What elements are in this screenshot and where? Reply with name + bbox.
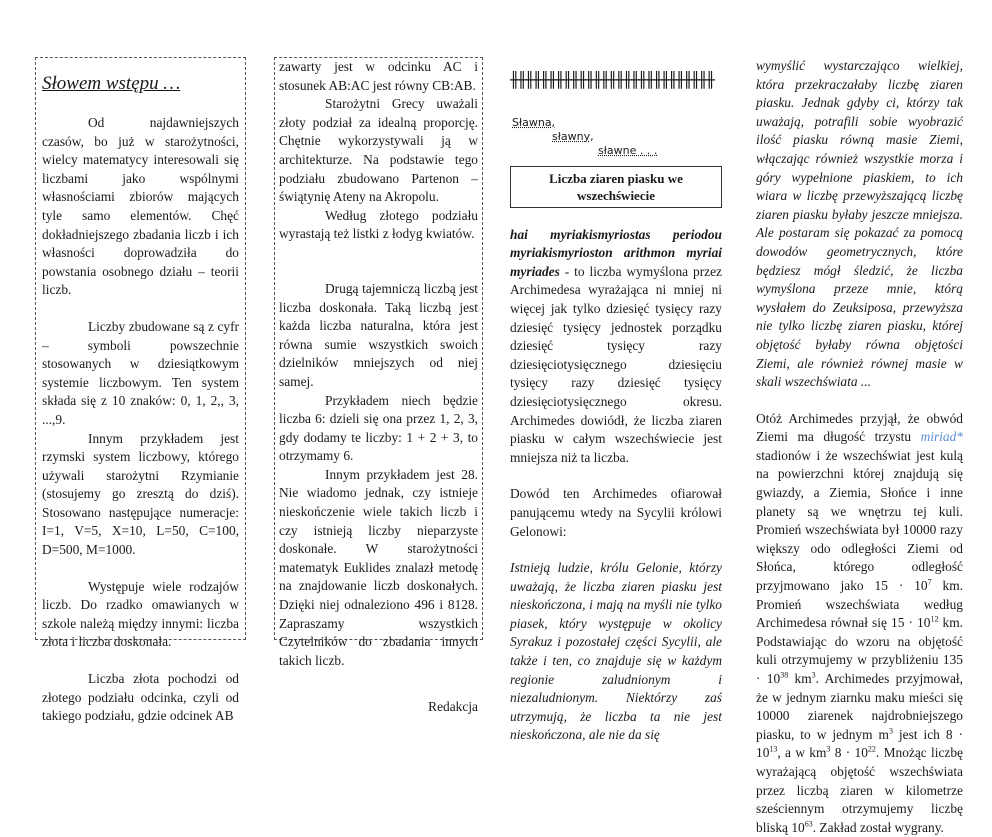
intro-paragraph-1: Od najdawniejszych czasów, bo już w starożytności, wielcy matematycy interesowali się liczbami jako wspólnymi własnościami zbiorów mających tyle samo elementów. Chęć dokładniejszego zbadania liczb i ich własności doprowadziła do powstania osobnego działu – teorii liczb. [42, 115, 239, 298]
sand-article-continued-column [752, 57, 967, 837]
decorative-border: ╫╫╫╫╫╫╫╫╫╫╫╫╫╫╫╫╫╫╫╫╫╫╫╫╫╫╫ [510, 71, 714, 89]
golden-ratio-paragraph: zawarty jest w odcinku AC i stosunek AB:AC jest równy CB:AB. [279, 59, 478, 93]
greeks-paragraph: Starożytni Grecy uważali złoty podział za idealną proporcję. Chętnie wykorzystywali ją w architekturze. Na podstawie tego podziału zbudowano Partenon – świątynię Ateny na Akropolu. [279, 96, 478, 205]
handwritten-line-3: sławne . . . [598, 143, 658, 157]
intro-paragraph-5: Liczba złota pochodzi od złotego podziału odcinka, czyli od takiego podziału, gdzie odcinek AB [42, 671, 239, 724]
archimedes-quote-part-1: Istnieją ludzie, królu Gelonie, którzy uważają, że liczba ziaren piasku jest nieskończona, i mają na myśli nie tylko piasek, który występuje w okolicy Syrakuz i pozostałej części Sycylii, ale także i ten, co znajduje się w każdym regionie zaludnionym i niezaludnionym. Niektórzy zaś utrzymują, że liczba ta nie jest nieskończona, ale nie da się [510, 560, 722, 743]
intro-continued-column [274, 57, 483, 715]
greek-number-name: hai myriakismyriostas periodou myriakismyrioston arithmon myriai myriades [510, 226, 722, 279]
calculation-paragraph: Otóż Archimedes przyjął, że obwód Ziemi ma długość trzystu miriad* stadionów i że wszechświat jest kulą na powierzchni której znajdują się gwiazdy, a Ziemia, Słońce i inne planety są we wnętrzu tej kuli. Promień wszechświata był 10000 razy większy odo odległości Ziemi od Słońca, którego odległość przyjmowano jako $15 \cdot 10^7$ km. Promień wszechświata według Archimedesa równał się $15 \cdot 10^{12}$ km. Podstawiając do wzoru na objętość kuli otrzymujemy w przybliżeniu $135 \cdot 10^{38}$ $km^3$. Archimedes przyjmował, że w jednym ziarnku maku mieści się 10000 ziarenek najdrobniejszego piasku, to w jednym $m^3$ jest ich $8 \cdot 10^{13}$, a w $km^3$ $8 \cdot 10^{22}$. Mnożąc liczbę wyrażającą objętość wszechświata przez liczbą ziaren w kilometrze sześciennym otrzymujemy liczbę bliską $10^{63}$. Zakład został wygrany. [756, 410, 963, 835]
miriad-link: miriad* [920, 429, 963, 445]
handwritten-line-1: Sławna, [512, 115, 556, 129]
archimedes-quote-part-2: wymyślić wystarczająco wielkiej, która przekraczałaby liczbę ziaren piasku. Jednak gdyby ci, którzy tak uważają, potrafili sobie wyobrazić ilość piasku równą masie Ziemi, włączając również wszystkie morza i góry wypełnione piaskiem, to ich wiara w liczbę przewyższającą liczbę ziaren piasku byłaby jeszcze mniejsza. Ale postaram się pokazać za pomocą dowodów geometrycznych, które będziesz mógł śledzić, że liczba wymyślona przeze mnie, którą wysłałem do Zeuksiposa, przewyższa nie tylko liczbę ziaren piasku, której objętość byłaby równa objętości Ziemi, ale również równej masie w skali wszechświata ... [756, 58, 963, 390]
sand-article-column [506, 57, 726, 745]
signature: Redakcja [428, 699, 478, 715]
intro-column [35, 57, 246, 724]
intro-paragraph-3: Innym przykładem jest rzymski system liczbowy, którego używali starożytni Rzymianie (stosujemy go zresztą do dziś). Stosowano następujące numeracje: I=1, V=5, X=10, L=50, C=100, D=500, M=1000. [42, 430, 239, 558]
gelon-paragraph: Dowód ten Archimedes ofiarował panującemu wtedy na Sycylii królowi Gelonowi: [510, 486, 722, 539]
article-title-box: Liczba ziaren piasku we wszechświecie [510, 166, 722, 208]
intro-paragraph-4: Występuje wiele rodzajów liczb. Do rzadko omawianych w szkole należą między innymi: liczba złota i liczba doskonała. [42, 578, 239, 650]
intro-paragraph-2: Liczby zbudowane są z cyfr – symboli powszechnie stosowanych w dziesiątkowym systemie liczbowym. Ten system składa się z 10 znaków: 0, 1, 2,, 3, ...,9. [42, 318, 239, 427]
example-28-paragraph: Innym przykładem jest 28. Nie wiadomo jednak, czy istnieje nieskończenie wiele takich liczb i czy istnieją liczby nieparzyste doskonałe. W starożytności matematyk Euklides znalazł metodę na znajdowanie liczb doskonałych. Dzięki niej odnaleziono 496 i 8128. Zapraszamy wszystkich Czytelników do zbadania innych takich liczb. [279, 466, 478, 668]
archimedes-number-paragraph [510, 226, 722, 468]
handwritten-line-2: sławny, [552, 129, 594, 143]
intro-title: Słowem wstępu … [42, 73, 181, 94]
perfect-number-paragraph: Drugą tajemniczą liczbą jest liczba doskonała. Taką liczbą jest każda liczba naturalna, która jest równa sumie wszystkich swoich dzielników mniejszych od niej samej. [279, 280, 478, 389]
archimedes-number-text: - to liczba wymyślona przez Archimedesa wyrażająca ni mniej ni więcej jak tylko dziesięć tysięcy razy dziesięć tysięcy jednostek porządku dziesięć tysięcy razy dziesięciotysięcznego dziesięciu tysięcy razy dziesięć tysięcy dziesięciotysięcznego okresu. Archimedes dowiódł, że liczba ziaren piasku w całym wszechświecie jest mniejsza niż ta liczba. [510, 263, 722, 465]
example-six-paragraph: Przykładem niech będzie liczba 6: dzieli się ona przez 1, 2, 3, gdy dodamy te liczby: 1 + 2 + 3, to otrzymamy 6. [279, 392, 478, 464]
leaves-paragraph: Według złotego podziału wyrastają też listki z łodyg kwiatów. [279, 207, 478, 242]
